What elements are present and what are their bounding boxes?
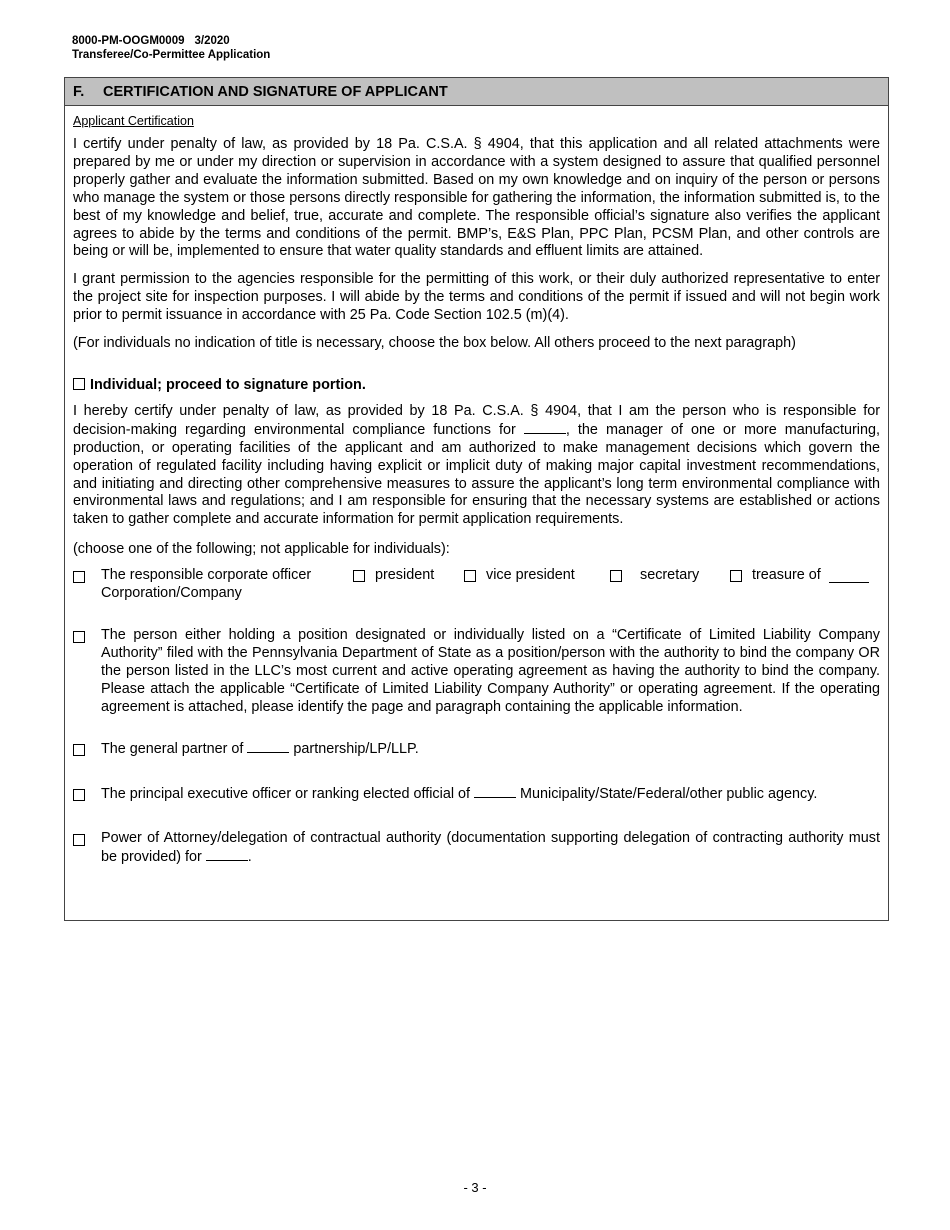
treasure-checkbox[interactable]	[730, 570, 742, 582]
form-id-line	[72, 34, 270, 48]
general-partner-text-start: The general partner of	[101, 741, 248, 758]
corporation-name-blank[interactable]	[829, 570, 869, 583]
secretary-label: secretary	[640, 567, 700, 584]
paragraph-4-text-end: , the manager of one or more manufacturing, production, or operating facilities of the applicant and am authorized to make management decisions which govern the operation of regulated facility including having explicit or implicit duty of making major capital investment recommendations, and initiating and directing other comprehensive measures to assure the applicant’s long term environmental compliance with environmental laws and regulations; and I am responsible for ensuring that the necessary systems are established or actions taken to gather complete and accurate information for permit application requirements.	[73, 421, 880, 528]
option-public-official	[73, 785, 880, 806]
agency-name-blank[interactable]	[474, 785, 516, 798]
compliance-functions-blank[interactable]	[524, 421, 566, 434]
corporate-officer-label: The responsible corporate officer	[101, 567, 312, 584]
treasure-label: treasure of	[752, 567, 821, 584]
llc-text: The person either holding a position designated or individually listed on a “Certificate of Limited Liability Company Authority” filed with the Pennsylvania Department of State as a position/person with the authority to bind the company OR the person listed in the LLC’s most current and active operating agreement as having the authority to bind the company. Please attach the applicable “Certificate of Limited Liability Company Authority” or operating agreement. If the operating agreement is attached, please identify the page and paragraph containing the applicable information.	[101, 626, 880, 715]
certification-paragraph-2: I grant permission to the agencies responsible for the permitting of this work, or their duly authorized representative to enter the project site for inspection purposes. I will abide by the terms and conditions of the permit if issued and will not begin work prior to permit issuance in accordance with 25 Pa. Code Section 102.5 (m)(4).	[73, 271, 880, 324]
president-label: president	[375, 567, 435, 584]
applicant-certification-heading: Applicant Certification	[73, 114, 194, 128]
certification-section	[64, 77, 889, 921]
power-of-attorney-checkbox[interactable]	[73, 834, 85, 846]
section-letter: F.	[73, 84, 85, 100]
public-official-text-start: The principal executive officer or ranking elected official of	[101, 786, 475, 803]
paragraph-4-text-start: I hereby certify under penalty of law, as provided by 18 Pa. C.S.A. § 4904, that I am the person who is responsible for decision-making regarding environmental compliance functions for	[73, 402, 880, 438]
form-number: 8000-PM-OOGM0009	[72, 35, 185, 47]
certification-paragraph-3: (For individuals no indication of title is necessary, choose the box below. All others proceed to the next paragraph)	[73, 335, 796, 352]
page-number: - 3 -	[463, 1180, 487, 1195]
corporate-officer-checkbox[interactable]	[73, 571, 85, 583]
public-official-checkbox[interactable]	[73, 789, 85, 801]
individual-option	[73, 377, 880, 395]
individual-label: Individual; proceed to signature portion.	[90, 376, 366, 393]
public-official-text-end: Municipality/State/Federal/other public agency.	[516, 786, 818, 803]
vice-president-label: vice president	[486, 567, 575, 584]
option-corporate-officer	[73, 567, 880, 603]
power-of-attorney-text-end: .	[247, 849, 252, 866]
option-general-partner	[73, 740, 880, 761]
choose-one-label: (choose one of the following; not applicable for individuals):	[73, 541, 450, 558]
form-title: Transferee/Co-Permittee Application	[72, 49, 271, 61]
partnership-name-blank[interactable]	[247, 740, 289, 753]
vice-president-checkbox[interactable]	[464, 570, 476, 582]
secretary-checkbox[interactable]	[610, 570, 622, 582]
certification-paragraph-1: I certify under penalty of law, as provided by 18 Pa. C.S.A. § 4904, that this application and all related attachments were prepared by me or under my direction or supervision in accordance with a system designed to assure that qualified personnel properly gather and evaluate the information submitted. Based on my own knowledge and on inquiry of the person or persons who manage the system or those persons directly responsible for gathering the information, the information submitted is, to the best of my knowledge and belief, true, accurate and complete. The responsible official’s signature also verifies the applicant agrees to abide by the terms and conditions of the permit. BMP’s, E&S Plan, PPC Plan, PCSM Plan, and other controls are being or will be, implemented to ensure that water quality standards and effluent limits are attained.	[73, 136, 880, 260]
general-partner-checkbox[interactable]	[73, 744, 85, 756]
section-title: CERTIFICATION AND SIGNATURE OF APPLICANT	[103, 84, 448, 100]
general-partner-text-end: partnership/LP/LLP.	[289, 741, 419, 758]
section-content	[65, 106, 888, 867]
power-of-attorney-text-start: Power of Attorney/delegation of contractual authority (documentation supporting delegation of contracting authority must be provided) for	[101, 830, 880, 866]
officer-titles-row	[101, 567, 880, 585]
form-header	[72, 34, 270, 62]
power-of-attorney-blank[interactable]	[206, 848, 248, 861]
option-power-of-attorney	[73, 830, 880, 867]
form-date: 3/2020	[194, 35, 230, 47]
option-llc	[73, 627, 880, 717]
president-checkbox[interactable]	[353, 570, 365, 582]
corporation-company-label: Corporation/Company	[101, 585, 242, 602]
individual-checkbox[interactable]	[73, 378, 85, 390]
certification-paragraph-4	[73, 403, 880, 529]
llc-checkbox[interactable]	[73, 631, 85, 643]
section-title-band	[65, 78, 888, 106]
